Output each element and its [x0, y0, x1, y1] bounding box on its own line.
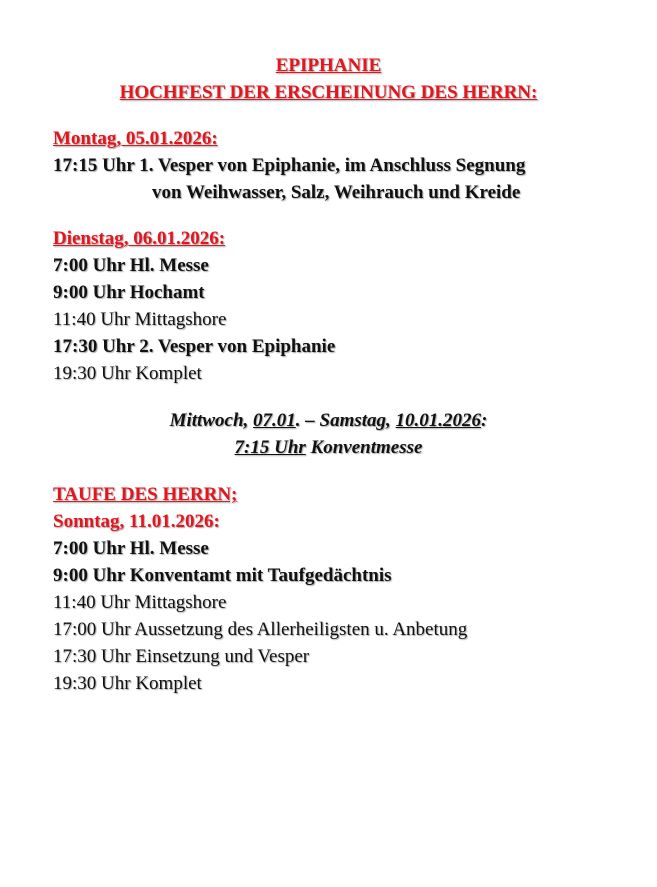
midweek-time: 7:15 Uhr [234, 437, 306, 458]
title-hochfest: HOCHFEST DER ERSCHEINUNG DES HERRN: [119, 82, 538, 103]
midweek-date-to: 10.01.2026 [395, 410, 482, 431]
tuesday-item-1: 7:00 Uhr Hl. Messe [53, 255, 209, 276]
tuesday-item-3: 11:40 Uhr Mittagshore [53, 309, 227, 330]
midweek-dates [0, 410, 657, 432]
sunday-item-6: 19:30 Uhr Komplet [53, 673, 202, 694]
tuesday-heading: Dienstag, 06.01.2026: [53, 228, 226, 249]
sunday-item-3: 11:40 Uhr Mittagshore [53, 592, 227, 613]
sunday-item-2: 9:00 Uhr Konventamt mit Taufgedächtnis [53, 565, 392, 586]
sunday-item-4: 17:00 Uhr Aussetzung des Allerheiligsten u. Anbetung [53, 619, 468, 640]
midweek-mass [0, 437, 657, 459]
title-epiphanie: EPIPHANIE [275, 55, 382, 76]
sunday-heading: Sonntag, 11.01.2026: [53, 511, 220, 532]
sunday-item-1: 7:00 Uhr Hl. Messe [53, 538, 209, 559]
midweek-separator: . – Samstag, [295, 410, 396, 431]
midweek-day-from: Mittwoch, [169, 410, 254, 431]
tuesday-item-5: 19:30 Uhr Komplet [53, 363, 202, 384]
midweek-colon: : [481, 410, 488, 431]
midweek-event: Konventmesse [305, 437, 423, 458]
monday-item-1: 17:15 Uhr 1. Vesper von Epiphanie, im Anschluss Segnung [53, 155, 526, 176]
tuesday-item-4: 17:30 Uhr 2. Vesper von Epiphanie [53, 336, 336, 357]
tuesday-item-2: 9:00 Uhr Hochamt [53, 282, 205, 303]
monday-heading: Montag, 05.01.2026: [53, 128, 218, 149]
sunday-item-5: 17:30 Uhr Einsetzung und Vesper [53, 646, 310, 667]
sunday-feast: TAUFE DES HERRN; [53, 484, 238, 505]
midweek-date-from: 07.01 [253, 410, 296, 431]
monday-item-1-continuation: von Weihwasser, Salz, Weihrauch und Kreide [152, 182, 521, 203]
